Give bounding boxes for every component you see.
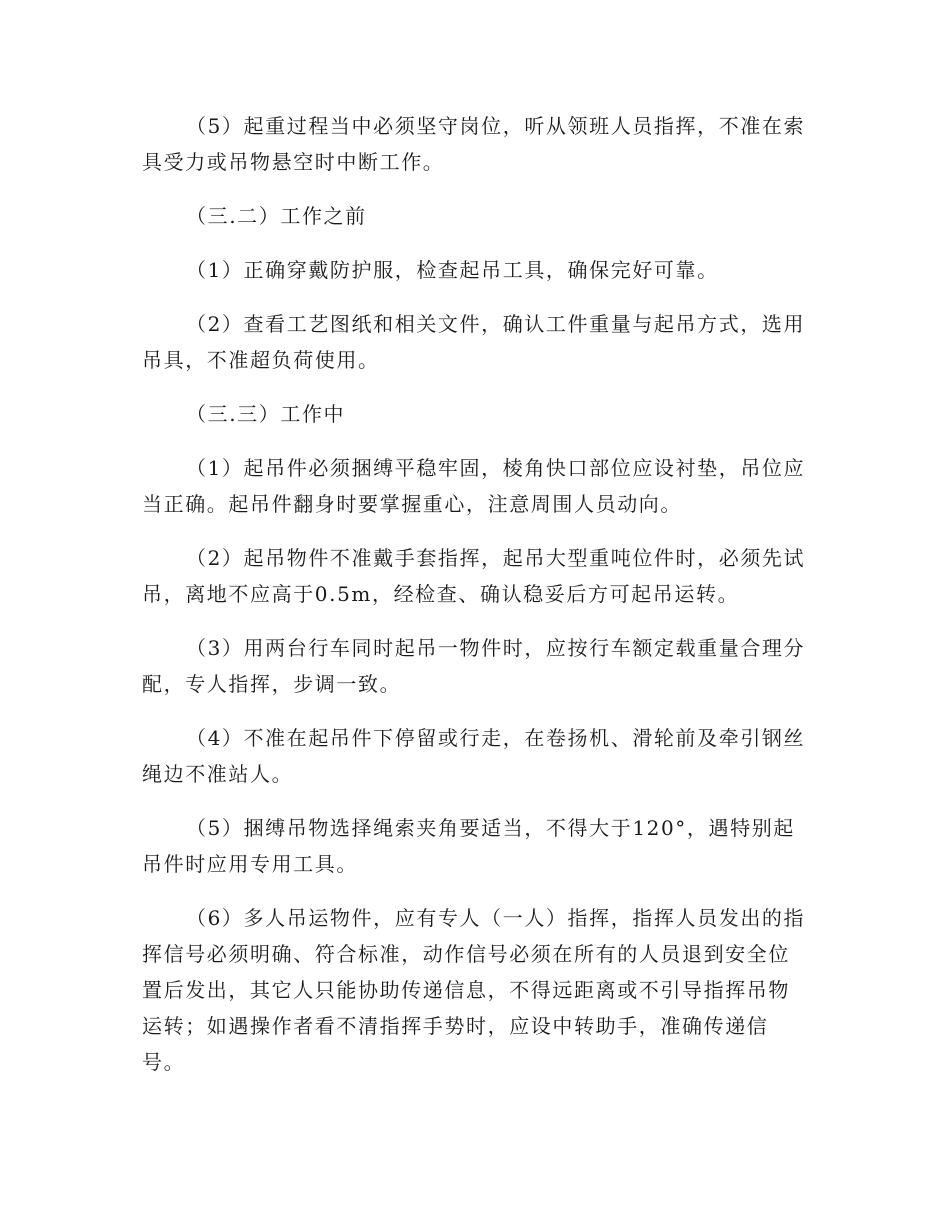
- paragraph-item-6-signal-command: （6）多人吊运物件，应有专人（一人）指挥，指挥人员发出的指挥信号必须明确、符合标准，动作信号必须在所有的人员退到安全位置后发出，其它人只能协助传递信息，不得远距离或不引导指挥吊物运转；如遇操作者看不清指挥手势时，应设中转助手，准确传递信号。: [142, 906, 806, 1074]
- paragraph-item-2-check-drawings: （2）查看工艺图纸和相关文件，确认工件重量与起吊方式，选用吊具，不准超负荷使用。: [142, 312, 806, 372]
- paragraph-item-1-secure-binding: （1）起吊件必须捆缚平稳牢固，棱角快口部位应设衬垫，吊位应当正确。起吊件翻身时要掌握重心，注意周围人员动向。: [142, 456, 806, 516]
- paragraph-item-2-test-lift: （2）起吊物件不准戴手套指挥，起吊大型重吨位件时，必须先试吊，离地不应高于0.5m，经检查、确认稳妥后方可起吊运转。: [142, 546, 806, 606]
- paragraph-item-4-no-standing: （4）不准在起吊件下停留或行走，在卷扬机、滑轮前及牵引钢丝绳边不准站人。: [142, 726, 806, 786]
- section-heading-during-work: （三.三）工作中: [186, 402, 346, 426]
- paragraph-item-5-no-interruption: （5）起重过程当中必须坚守岗位，听从领班人员指挥，不准在索具受力或吊物悬空时中断工作。: [142, 114, 806, 174]
- paragraph-item-3-two-cranes: （3）用两台行车同时起吊一物件时，应按行车额定载重量合理分配，专人指挥，步调一致。: [142, 636, 806, 696]
- section-heading-before-work: （三.二）工作之前: [186, 204, 367, 228]
- paragraph-item-1-protective-gear: （1）正确穿戴防护服，检查起吊工具，确保完好可靠。: [186, 258, 719, 282]
- paragraph-item-5-sling-angle: （5）捆缚吊物选择绳索夹角要适当，不得大于120°，遇特别起吊件时应用专用工具。: [142, 816, 795, 876]
